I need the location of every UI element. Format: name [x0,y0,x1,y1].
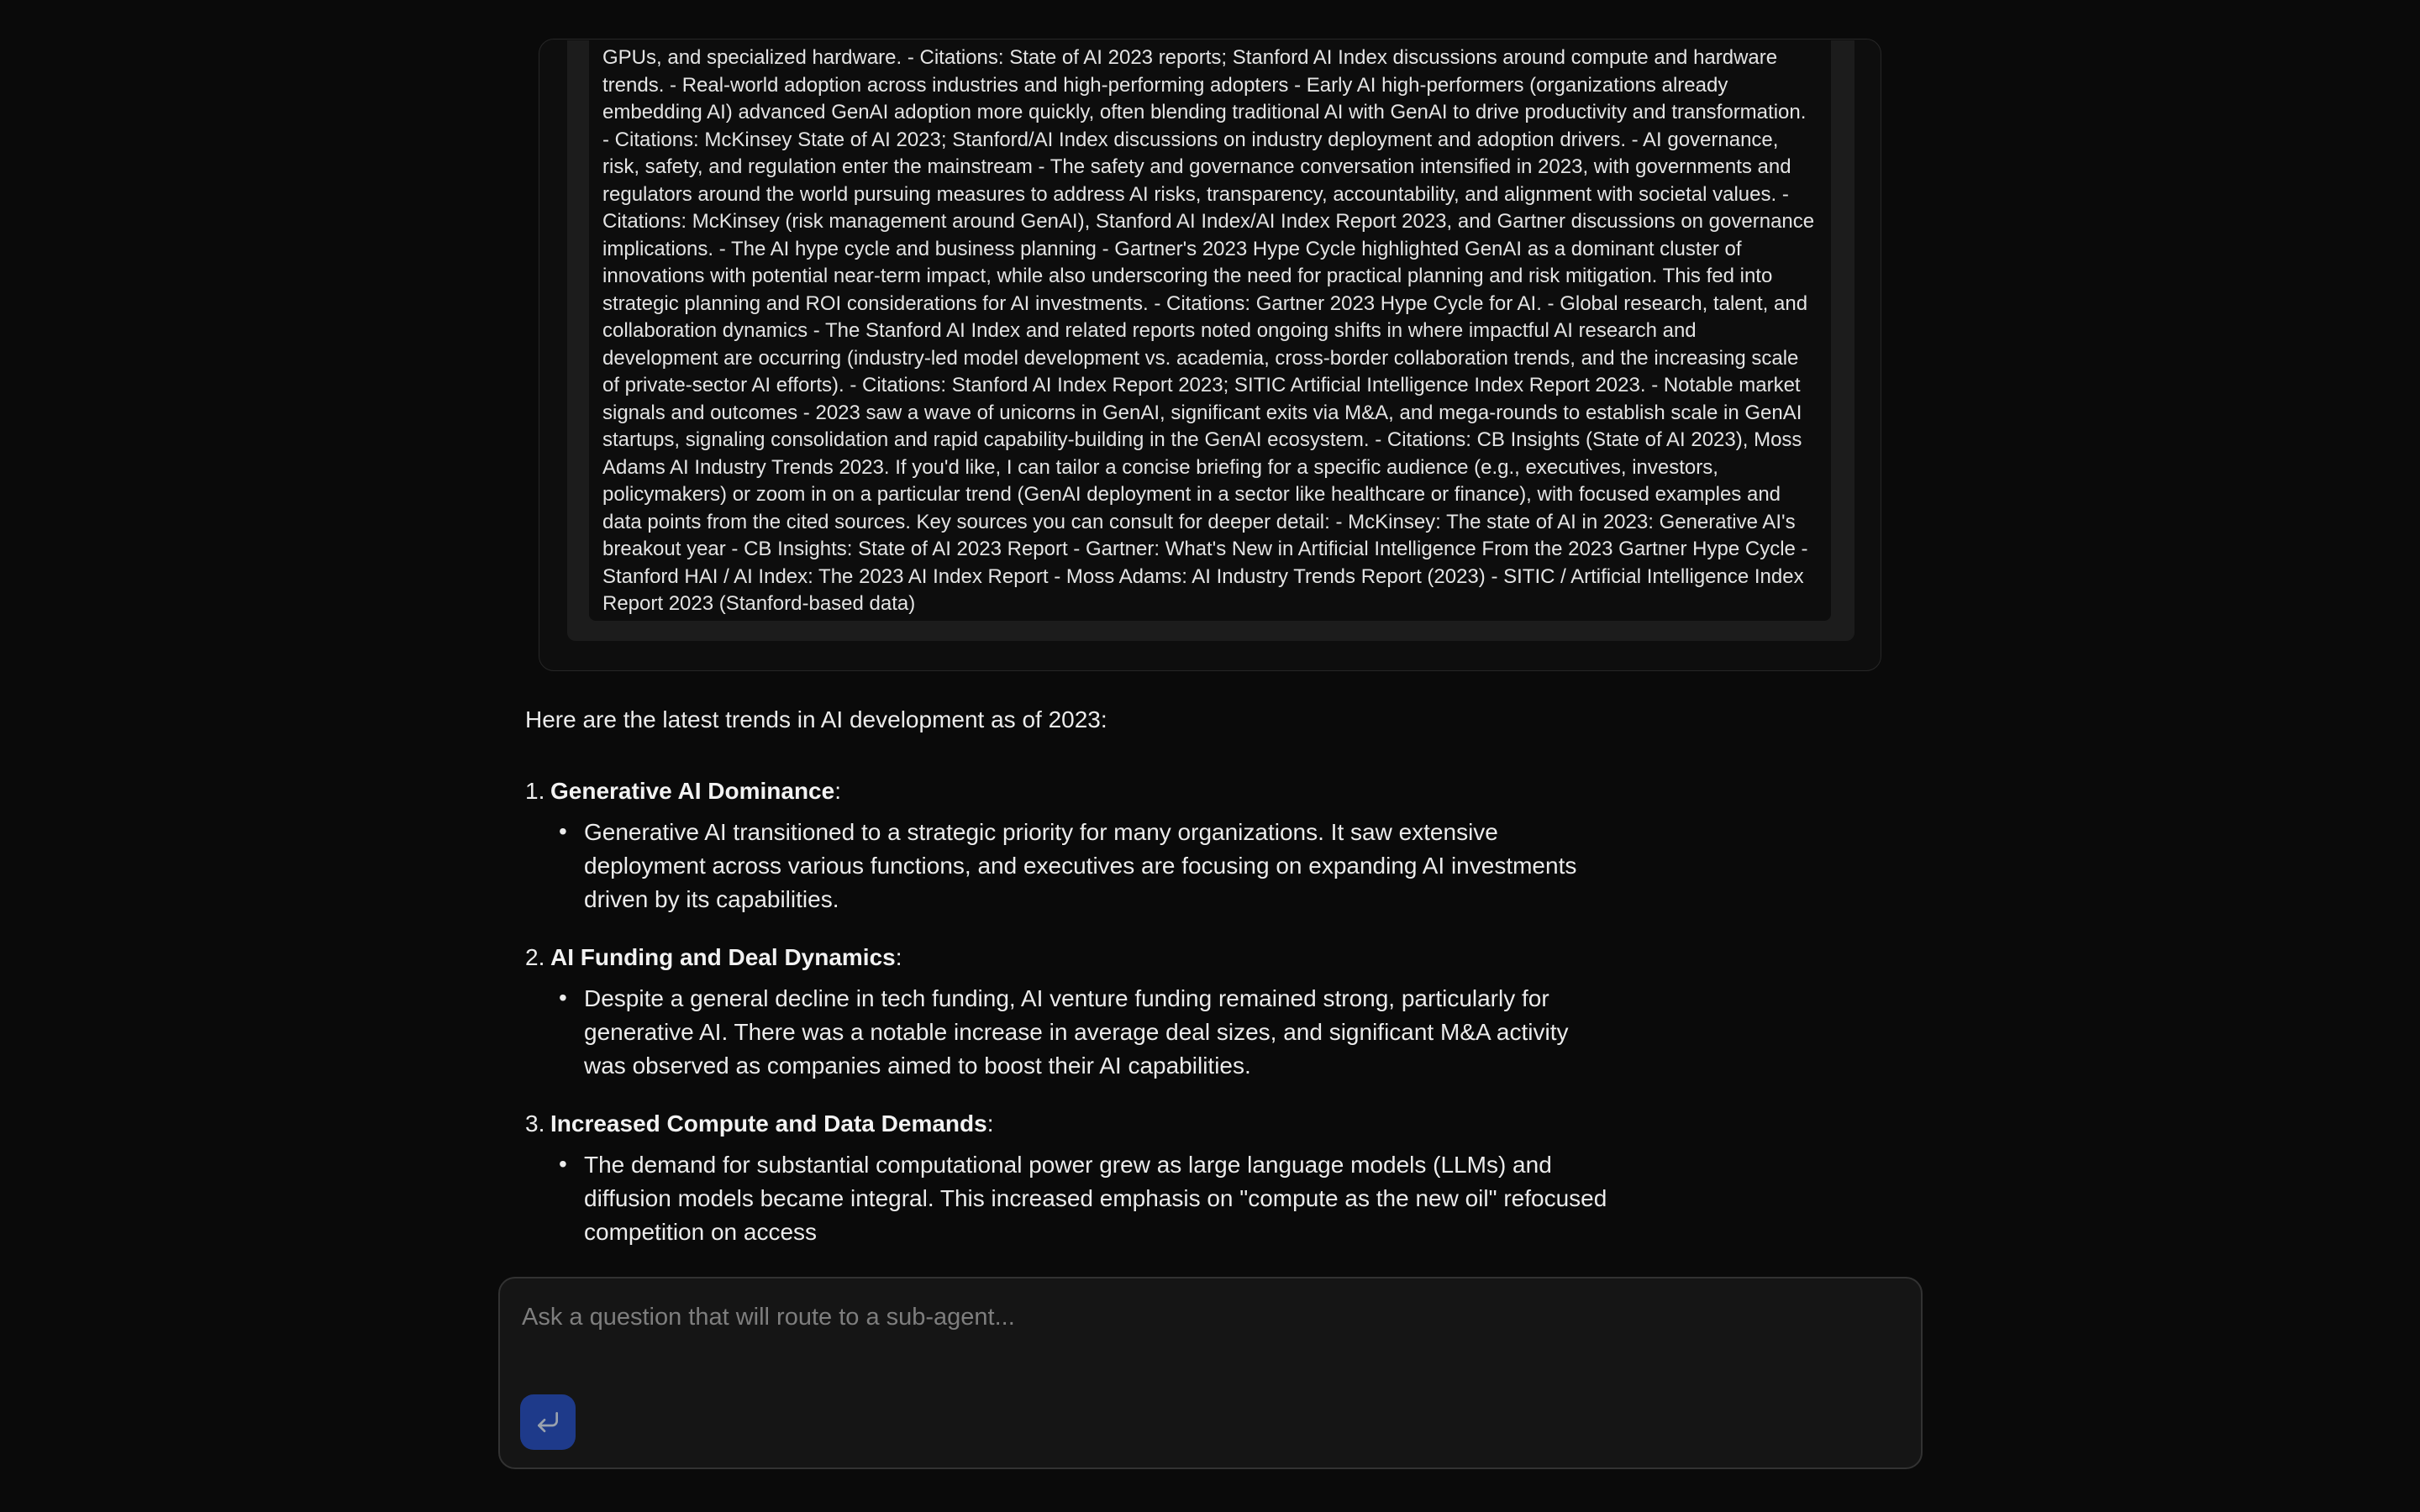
bullet-text: Despite a general decline in tech funding, AI venture funding remained strong, particularly for generative AI. There was a notable increase in average deal sizes, and significant M&A activity was observed as companies aimed to boost their AI capabilities. [584,985,1569,1079]
composer [498,1277,1923,1469]
list-item [525,942,1611,1083]
list-item [525,1108,1611,1249]
assistant-message [525,704,1611,1274]
list-item-title-colon: : [986,1110,994,1137]
tool-output-card [539,39,1881,671]
list-item-title: Generative AI Dominance [550,778,835,804]
bullet-marker: • [559,1151,567,1177]
return-arrow-icon [534,1409,561,1436]
tool-output-panel [567,40,1854,641]
list-item-title-colon: : [895,944,902,970]
list-item-number: 2. [525,944,545,970]
tool-output-scroll-area[interactable] [589,40,1831,621]
bullet-text: The demand for substantial computational power grew as large language models (LLMs) and diffusion models became integral. This increased emphasis on "compute as the new oil" refocused competition on access [584,1152,1607,1245]
send-button[interactable] [520,1394,576,1450]
list-item-title-colon: : [834,778,841,804]
list-item-number: 3. [525,1110,545,1137]
tool-output-text: GPUs, and specialized hardware. - Citations: State of AI 2023 reports; Stanford AI Index discussions around compute and hardware trends. - Real-world adoption across industries and high-performing adopters - Early AI high-performers (organizations already embedding AI) advanced GenAI adoption more quickly, often blending traditional AI with GenAI to drive productivity and transformation. - Citations: McKinsey State of AI 2023; Stanford/AI Index discussions on industry deployment and adoption drivers. - AI governance, risk, safety, and regulation enter the mainstream - The safety and governance conversation intensified in 2023, with governments and regulators around the world pursuing measures to address AI risks, transparency, accountability, and alignment with societal values. - Citations: McKinsey (risk management around GenAI), Stanford AI Index/AI Index Report 2023, and Gartner discussions on governance implications. - The AI hype cycle and business planning - Gartner's 2023 Hype Cycle highlighted GenAI as a dominant cluster of innovations with potential near-term impact, while also underscoring the need for practical planning and risk mitigation. This fed into strategic planning and ROI considerations for AI investments. - Citations: Gartner 2023 Hype Cycle for AI. - Global research, talent, and collaboration dynamics - The Stanford AI Index and related reports noted ongoing shifts in where impactful AI research and development are occurring (industry-led model development vs. academia, cross-border collaboration trends, and the increasing scale of private-sector AI efforts). - Citations: Stanford AI Index Report 2023; SITIC Artificial Intelligence Index Report 2023. - Notable market signals and outcomes - 2023 saw a wave of unicorns in GenAI, significant exits via M&A, and mega-rounds to establish scale in GenAI startups, signaling consolidation and rapid capability-building in the GenAI ecosystem. - Citations: CB Insights (State of AI 2023), Moss Adams AI Industry Trends 2023. If you'd like, I can tailor a concise briefing for a specific audience (e.g., executives, investors, policymakers) or zoom in on a particular trend (GenAI deployment in a sector like healthcare or finance), with focused examples and data points from the cited sources. Key sources you can consult for deeper detail: - McKinsey: The state of AI in 2023: Generative AI's breakout year - CB Insights: State of AI 2023 Report - Gartner: What's New in Artificial Intelligence From the 2023 Gartner Hype Cycle - Stanford HAI / AI Index: The 2023 AI Index Report - Moss Adams: AI Industry Trends Report (2023) - SITIC / Artificial Intelligence Index Report 2023 (Stanford-based data) [602,46,1820,615]
bullet-marker: • [559,818,567,844]
bullet-marker: • [559,984,567,1011]
message-intro: Here are the latest trends in AI development as of 2023: [525,706,1107,732]
list-item-number: 1. [525,778,545,804]
list-item [525,775,1611,916]
bullet-text: Generative AI transitioned to a strategic priority for many organizations. It saw extensive deployment across various functions, and executives are focusing on expanding AI investments driven by its capabilities. [584,819,1577,912]
list-item-title: Increased Compute and Data Demands [550,1110,987,1137]
list-item-title: AI Funding and Deal Dynamics [550,944,896,970]
question-input[interactable] [500,1278,1921,1396]
